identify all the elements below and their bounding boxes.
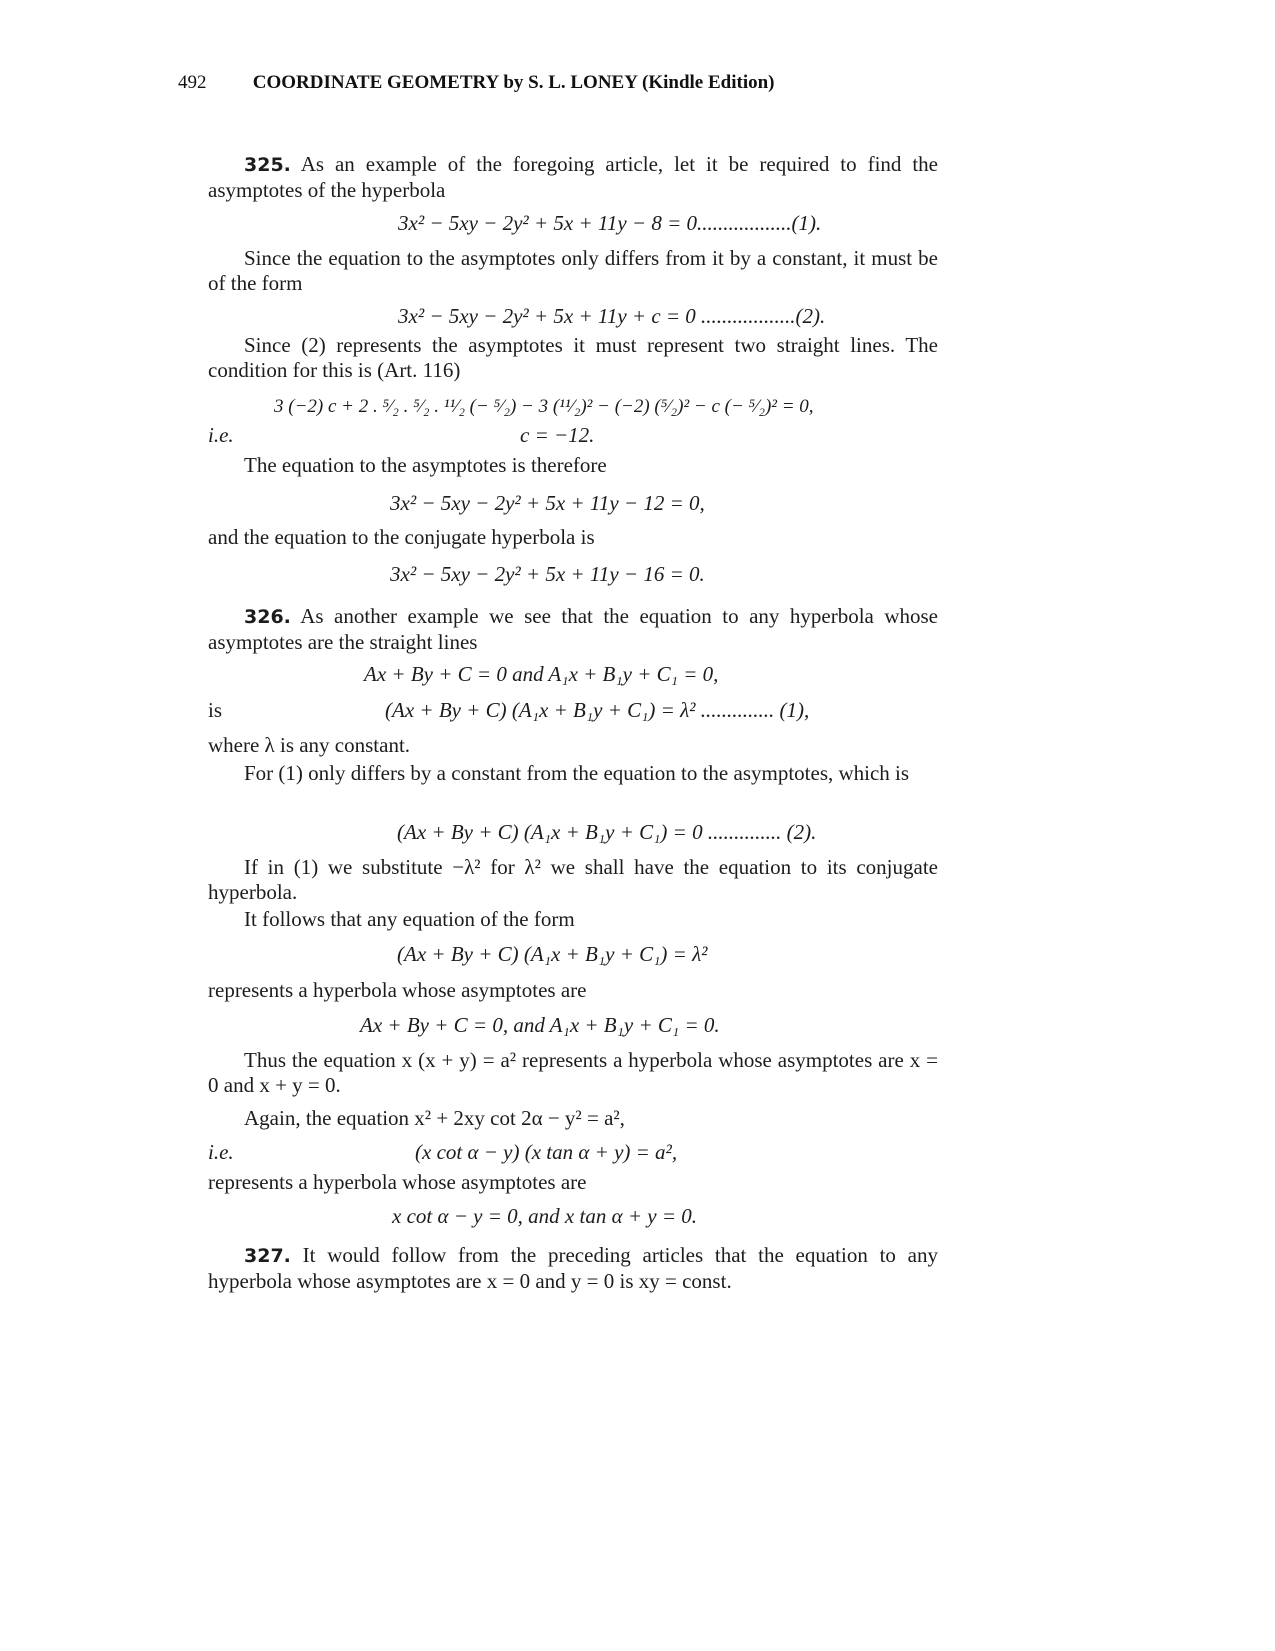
page-number: 492 xyxy=(178,72,207,93)
art-325-para-2: Since the equation to the asymptotes only differs from it by a constant, it must be of the form xyxy=(208,246,938,295)
art-326-para-3: For (1) only differs by a constant from the equation to the asymptotes, which is xyxy=(244,761,910,785)
art-326-is: is xyxy=(208,698,223,722)
art-326-eq-4: (Ax + By + C) (A₁x + B₁y + C₁) = λ² xyxy=(397,942,708,966)
art-325-ie: i.e. xyxy=(208,423,234,447)
art-325-para-3: Since (2) represents the asymptotes it must represent two straight lines. The condition for this is (Art. 116) xyxy=(208,333,938,382)
art-326-eq-6: (x cot α − y) (x tan α + y) = a², xyxy=(415,1140,678,1164)
page-header xyxy=(178,72,775,94)
art-326-ie: i.e. xyxy=(208,1140,234,1164)
art-326-eq-1: Ax + By + C = 0 and A₁x + B₁y + C₁ = 0, xyxy=(364,662,719,686)
art-325-number: 325. xyxy=(244,154,291,176)
art-326-para-8: Again, the equation x² + 2xy cot 2α − y² = a², xyxy=(244,1106,625,1130)
art-326-eq-2: (Ax + By + C) (A₁x + B₁y + C₁) = λ² .............. (1), xyxy=(385,698,810,722)
art-326-para-4: If in (1) we substitute −λ² for λ² we shall have the equation to its conjugate hyperbola. xyxy=(208,855,938,904)
art-325-eq-4: c = −12. xyxy=(520,423,595,447)
art-325-eq-5: 3x² − 5xy − 2y² + 5x + 11y − 12 = 0, xyxy=(390,491,705,515)
art-326-para-5: It follows that any equation of the form xyxy=(244,907,575,931)
art-326-para-9: represents a hyperbola whose asymptotes are xyxy=(208,1170,587,1194)
art-326-para-1: 326. As another example we see that the equation to any hyperbola whose asymptotes are the straight lines xyxy=(208,604,938,654)
art-326-eq-5: Ax + By + C = 0, and A₁x + B₁y + C₁ = 0. xyxy=(360,1013,720,1037)
art-326-number: 326. xyxy=(244,606,291,628)
art-326-eq-3: (Ax + By + C) (A₁x + B₁y + C₁) = 0 .............. (2). xyxy=(397,820,817,844)
art-325-eq-1: 3x² − 5xy − 2y² + 5x + 11y − 8 = 0..................(1). xyxy=(398,211,822,235)
art-325-para-1: 325. As an example of the foregoing article, let it be required to find the asymptotes of the hyperbola xyxy=(208,152,938,202)
art-325-para-5: and the equation to the conjugate hyperbola is xyxy=(208,525,595,549)
art-326-eq-7: x cot α − y = 0, and x tan α + y = 0. xyxy=(392,1204,698,1228)
art-326-para-6: represents a hyperbola whose asymptotes are xyxy=(208,978,587,1002)
art-325-eq-6: 3x² − 5xy − 2y² + 5x + 11y − 16 = 0. xyxy=(390,562,705,586)
art-327-number: 327. xyxy=(244,1245,291,1267)
art-325-eq-3: 3 (−2) c + 2 . ⁵⁄₂ . ⁵⁄₂ . ¹¹⁄₂ (− ⁵⁄₂) − 3 (¹¹⁄₂)² − (−2) (⁵⁄₂)² − c (− ⁵⁄₂)² = 0, xyxy=(274,396,814,417)
art-326-para-7: Thus the equation x (x + y) = a² represents a hyperbola whose asymptotes are x = 0 and x + y = 0. xyxy=(208,1048,938,1097)
art-325-eq-2: 3x² − 5xy − 2y² + 5x + 11y + c = 0 ..................(2). xyxy=(398,304,826,328)
art-327-para-1: 327. It would follow from the preceding articles that the equation to any hyperbola whose asymptotes are x = 0 and y = 0 is xy = const. xyxy=(208,1243,938,1293)
art-326-para-2: where λ is any constant. xyxy=(208,733,411,757)
book-title: COORDINATE GEOMETRY by S. L. LONEY (Kindle Edition) xyxy=(252,72,775,93)
art-325-para-4: The equation to the asymptotes is therefore xyxy=(244,453,607,477)
